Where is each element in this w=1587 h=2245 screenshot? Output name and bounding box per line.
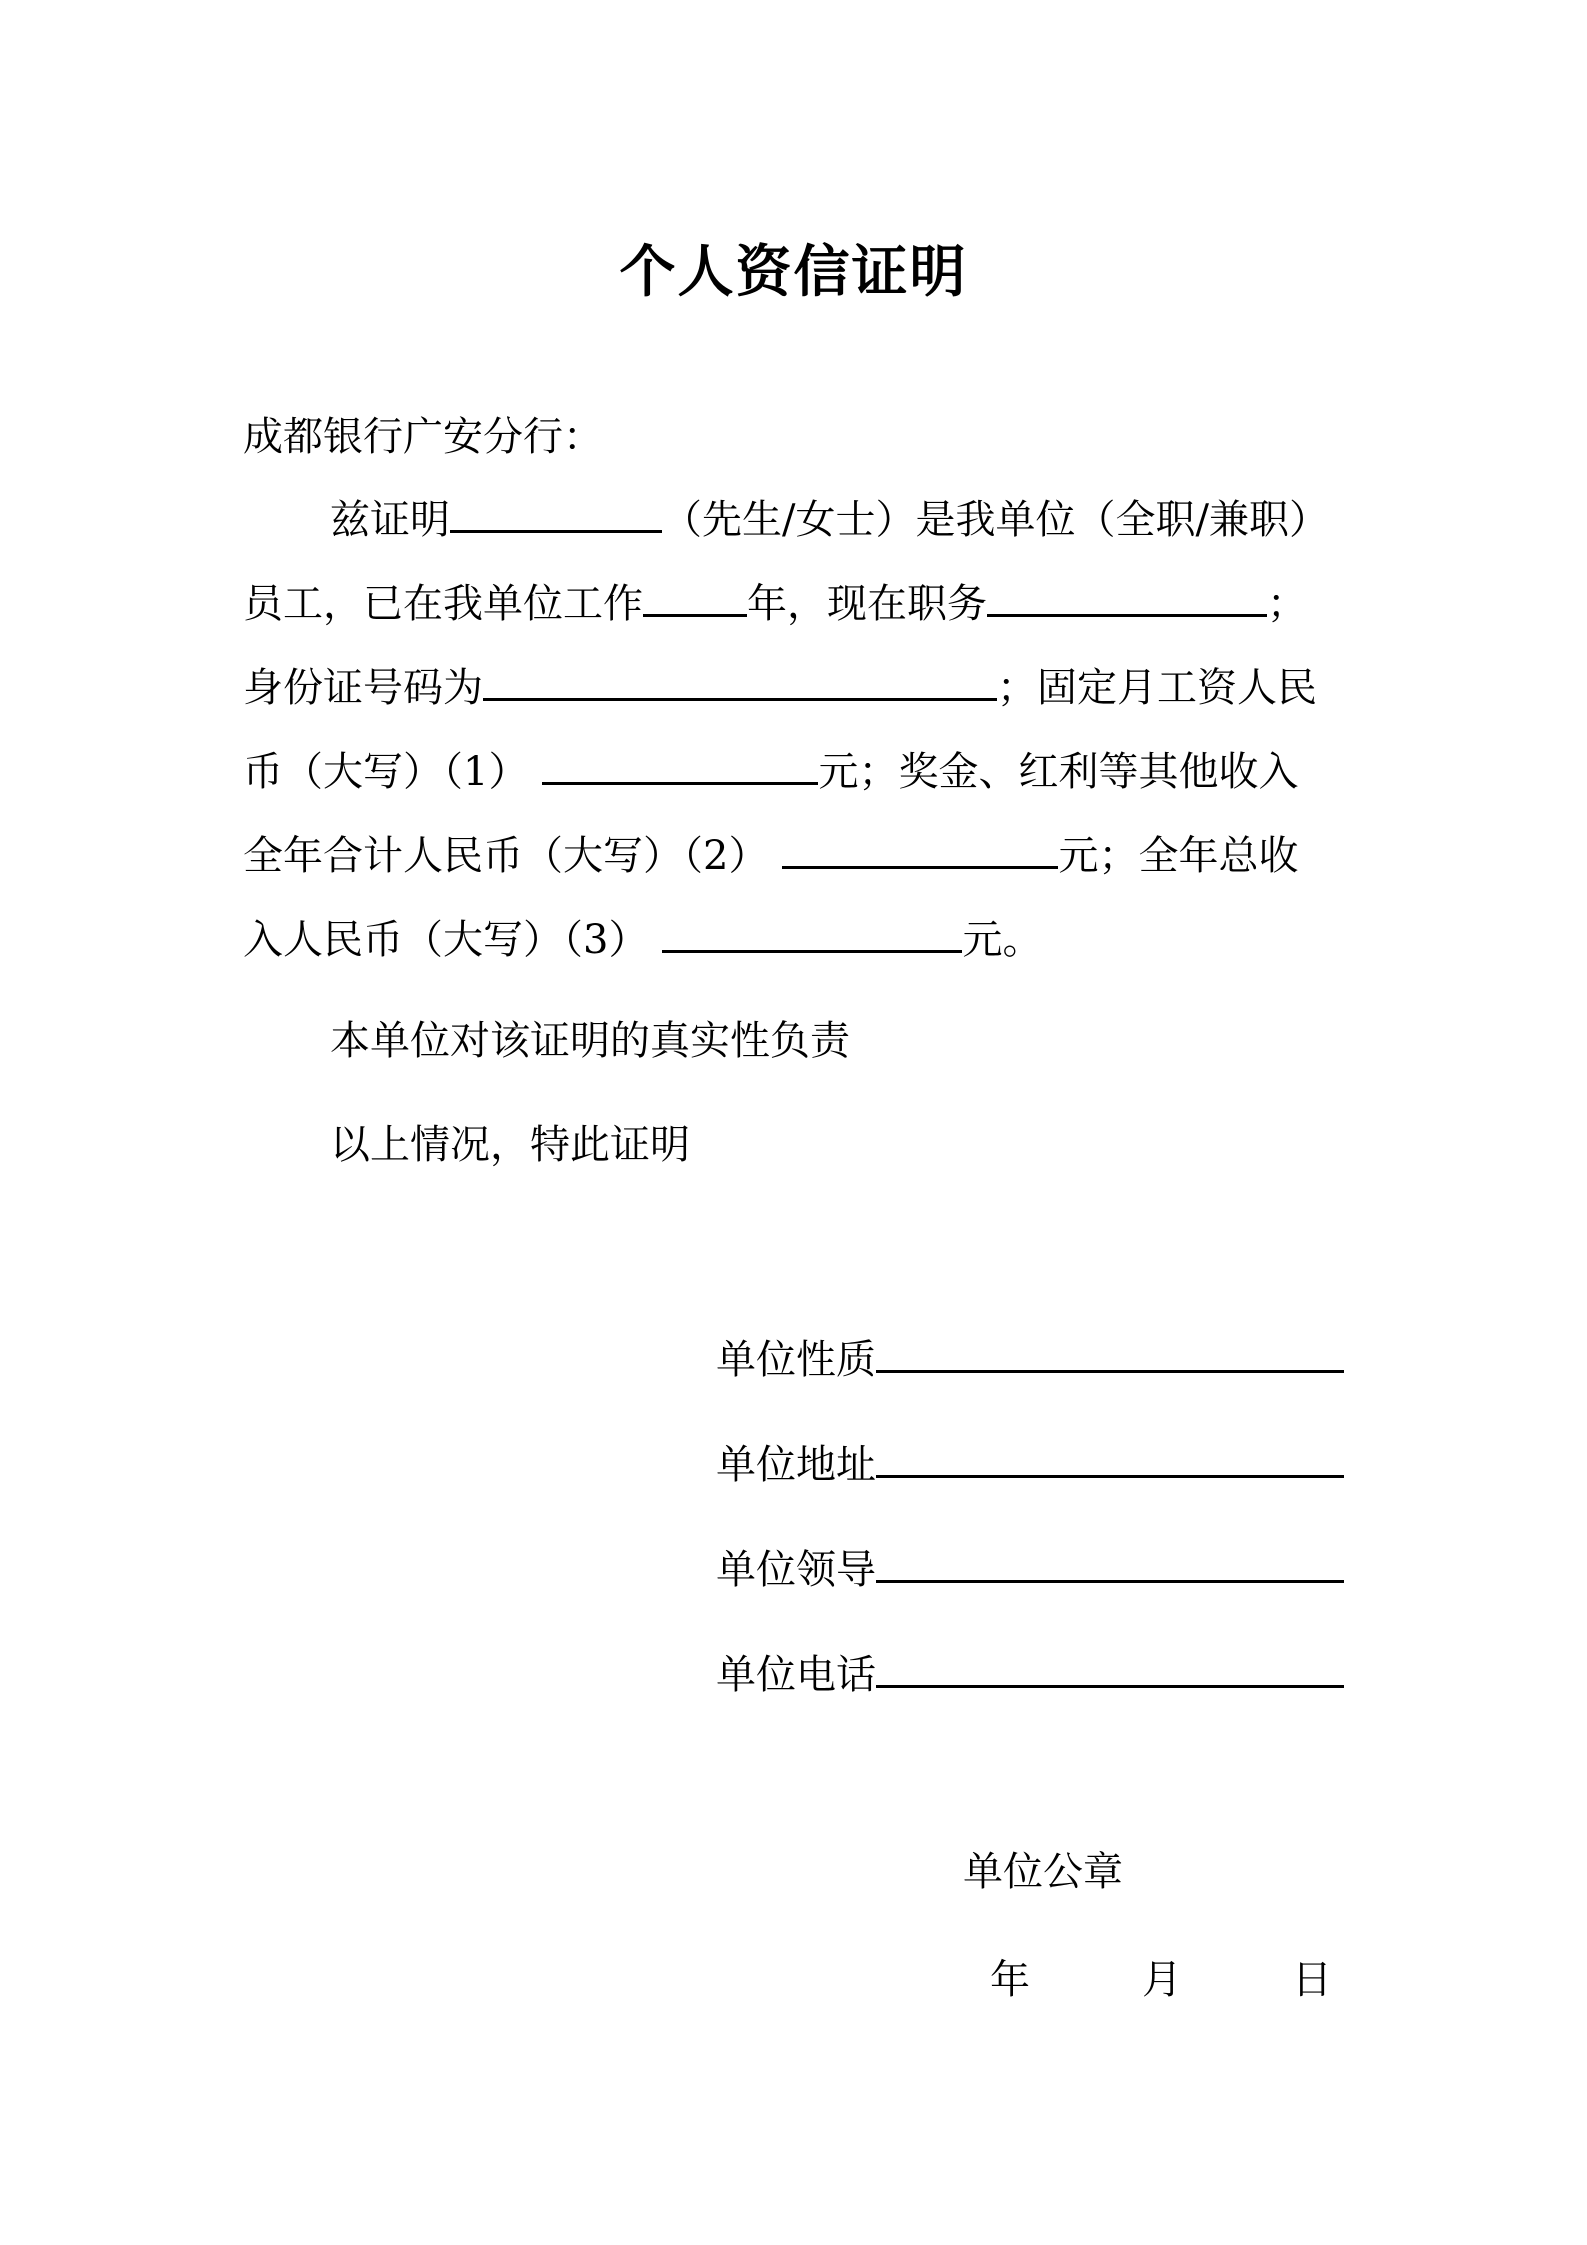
text-certify: 兹证明	[330, 497, 450, 543]
document-title: 个人资信证明	[619, 240, 968, 305]
text-position: 年，现在职务	[747, 581, 987, 627]
paragraph-line-2	[243, 562, 1307, 646]
responsibility-statement: 本单位对该证明的真实性负责	[330, 1018, 850, 1064]
paragraph-line-4	[243, 730, 1298, 814]
annual-income-blank[interactable]	[662, 906, 962, 953]
id-number-blank[interactable]	[483, 654, 997, 701]
text-bonus: 元；奖金、红利等其他收入	[818, 749, 1299, 795]
field-nature	[716, 1330, 1344, 1390]
text-id-number: 身份证号码为	[243, 665, 483, 711]
text-yuan-end: 元。	[962, 917, 1043, 963]
bonus-blank[interactable]	[782, 822, 1058, 869]
text-bonus-total: 全年合计人民币（大写）（2）	[243, 833, 769, 879]
paragraph-line-3	[243, 646, 1317, 730]
field-nature-label: 单位性质	[716, 1337, 876, 1383]
field-address-blank[interactable]	[876, 1441, 1344, 1478]
field-leader-blank[interactable]	[876, 1546, 1344, 1583]
date-day: 日	[1292, 1957, 1332, 2003]
text-gender-employment: （先生/女士）是我单位（全职/兼职）	[662, 497, 1329, 543]
salutation: 成都银行广安分行：	[243, 414, 603, 460]
salary-blank[interactable]	[542, 738, 818, 785]
text-semicolon: ；	[1267, 581, 1307, 627]
field-address	[716, 1435, 1344, 1495]
text-annual-income: 入人民币（大写）（3）	[243, 917, 649, 963]
paragraph-line-5	[243, 814, 1298, 898]
text-employee-years: 员工，已在我单位工作	[243, 581, 643, 627]
field-leader	[716, 1540, 1344, 1600]
unit-stamp-label: 单位公章	[963, 1849, 1123, 1895]
field-phone	[716, 1645, 1344, 1705]
date-year: 年	[990, 1957, 1030, 2003]
position-blank[interactable]	[987, 570, 1267, 617]
field-nature-blank[interactable]	[876, 1336, 1344, 1373]
paragraph-line-1	[330, 478, 1329, 562]
text-salary-amount: 币（大写）（1）	[243, 749, 529, 795]
field-address-label: 单位地址	[716, 1442, 876, 1488]
text-annual-total: 元；全年总收	[1058, 833, 1299, 879]
field-leader-label: 单位领导	[716, 1547, 876, 1593]
text-monthly-salary: ；固定月工资人民	[997, 665, 1317, 711]
field-phone-blank[interactable]	[876, 1651, 1344, 1688]
date-month: 月	[1142, 1957, 1182, 2003]
name-blank[interactable]	[450, 486, 662, 533]
field-phone-label: 单位电话	[716, 1652, 876, 1698]
paragraph-line-6	[243, 898, 1042, 982]
years-blank[interactable]	[643, 570, 747, 617]
closing-statement: 以上情况，特此证明	[330, 1122, 690, 1168]
